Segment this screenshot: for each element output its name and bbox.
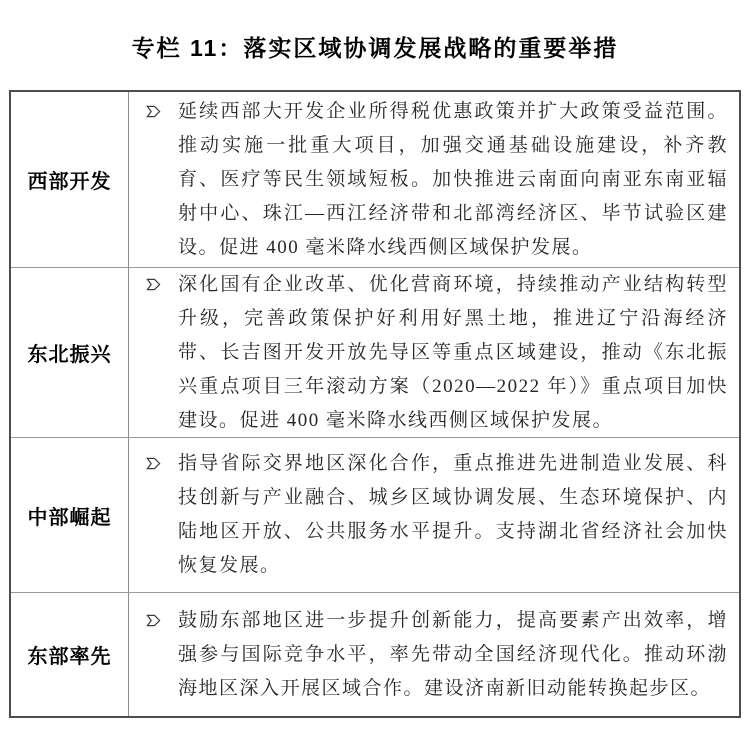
table-row-central-rise — [11, 438, 739, 593]
measure-content — [143, 447, 728, 583]
hollow-right-arrow-icon — [146, 104, 161, 119]
measure-text: 鼓励东部地区进一步提升创新能力，提高要素产出效率，增强参与国际竞争水平，率先带动全国经济现代化。推动环渤海地区深入开展区域合作。建设济南新旧动能转换起步区。 — [178, 609, 728, 699]
page-title: 专栏 11：落实区域协调发展战略的重要举措 — [131, 35, 619, 61]
measure-cell — [129, 593, 739, 716]
measure-cell — [129, 92, 739, 267]
measure-cell — [129, 268, 739, 437]
hollow-right-arrow-icon — [146, 277, 161, 292]
table-row-eastern-first — [11, 593, 739, 716]
measures-table — [9, 90, 741, 718]
measure-text: 深化国有企业改革、优化营商环境，持续推动产业结构转型升级，完善政策保护好利用好黑土地，推进辽宁沿海经济带、长吉图开发开放先导区等重点区域建设，推动《东北振兴重点项目三年滚动方案（2020—2022 年）》重点项目加快建设。促进 400 毫米降水线西侧区域保护发展。 — [178, 273, 728, 431]
measure-cell — [129, 438, 739, 592]
hollow-right-arrow-icon — [146, 456, 161, 471]
region-label: 东部率先 — [11, 593, 129, 716]
region-label: 中部崛起 — [11, 438, 129, 592]
table-row-northeast-revitalization — [11, 268, 739, 438]
region-label: 东北振兴 — [11, 268, 129, 437]
hollow-right-arrow-icon — [146, 613, 161, 628]
measure-content — [143, 268, 728, 438]
measure-text: 指导省际交界地区深化合作，重点推进先进制造业发展、科技创新与产业融合、城乡区域协调发展、生态环境保护、内陆地区开放、公共服务水平提升。支持湖北省经济社会加快恢复发展。 — [178, 453, 728, 576]
measure-text: 延续西部大开发企业所得税优惠政策并扩大政策受益范围。推动实施一批重大项目，加强交通基础设施建设，补齐教育、医疗等民生领域短板。加快推进云南面向南亚东南亚辐射中心、珠江—西江经济带和北部湾经济区、毕节试验区建设。促进 400 毫米降水线西侧区域保护发展。 — [178, 100, 728, 258]
measure-content — [143, 604, 728, 706]
measure-content — [143, 95, 728, 265]
region-label: 西部开发 — [11, 92, 129, 267]
table-row-western-development — [11, 92, 739, 268]
